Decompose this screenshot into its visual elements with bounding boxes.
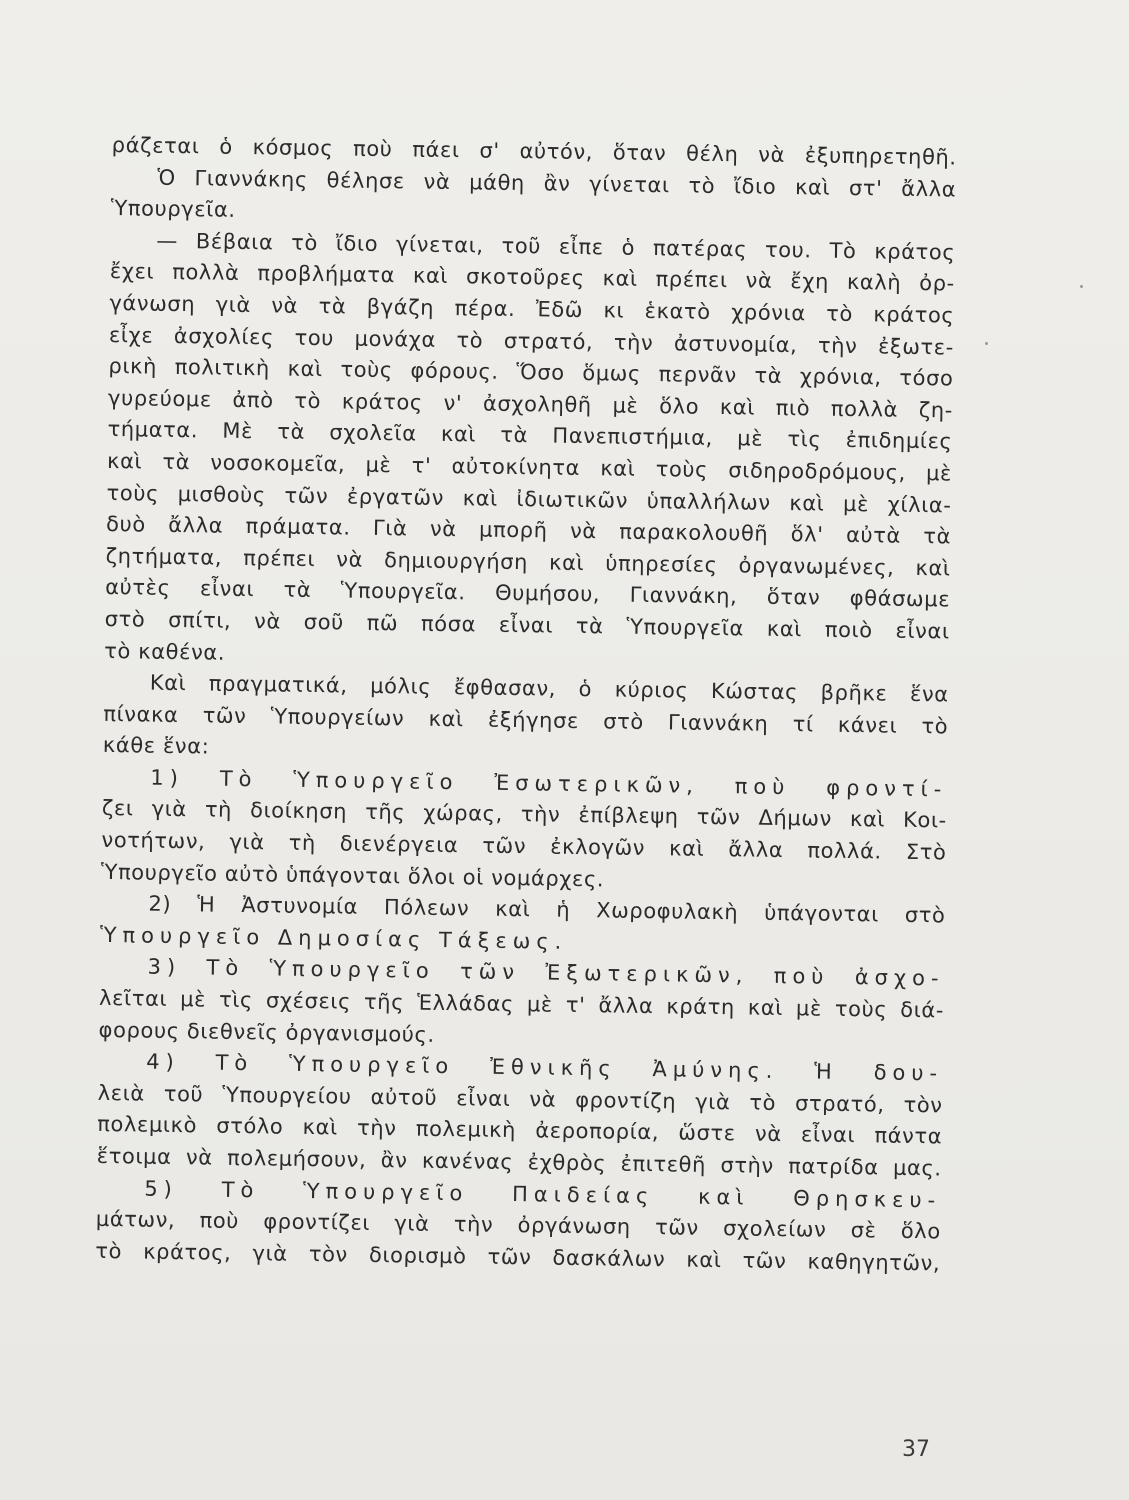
text-line: τὸ καθένα. <box>104 638 226 665</box>
text-line: λεῖται μὲ τὶς σχέσεις τῆς Ἑλλάδας μὲ τ' ἄλλα κράτη καὶ μὲ τοὺς διά- <box>98 985 945 1023</box>
text-line: μάτων, ποὺ φροντίζει γιὰ τὴν ὀργάνωση τῶν σχολείων σὲ ὅλο <box>95 1207 941 1244</box>
list-item-heading: 2) Ἡ Ἀστυνομία Πόλεων καὶ ἡ Χωροφυλακὴ ὑπάγονται στὸ <box>148 891 946 928</box>
text-line: νοτήτων, γιὰ τὴ διενέργεια τῶν ἐκλογῶν καὶ ἄλλα πολλά. Στὸ <box>101 827 947 865</box>
text-line: γάνωση γιὰ νὰ τὰ βγάζη πέρα. Ἐδῶ κι ἑκατὸ χρόνια τὸ κράτος <box>109 290 955 328</box>
text-line: λειὰ τοῦ Ὑπουργείου αὐτοῦ εἶναι νὰ φροντίζη γιὰ τὸ στρατό, τὸν <box>97 1080 943 1118</box>
text-line: ζητήματα, πρέπει νὰ δημιουργήση καὶ ὑπηρεσίες ὀργανωμένες, καὶ <box>105 543 951 581</box>
text-line: πίνακα τῶν Ὑπουργείων καὶ ἐξήγησε στὸ Γιαννάκη τί κάνει τὸ <box>103 701 949 739</box>
page-number: 37 <box>902 1437 930 1462</box>
list-item-heading: 5) Τὸ Ὑπουργεῖο Παιδείας καὶ Θρησκευ- <box>144 1176 942 1213</box>
text-line: Ὑπουργεῖο αὐτὸ ὑπάγονται ὅλοι οἱ νομάρχες. <box>100 859 605 892</box>
text-line: τοὺς μισθοὺς τῶν ἐργατῶν καὶ ἰδιωτικῶν ὑπαλλήλων καὶ μὲ χίλια- <box>106 480 952 518</box>
paper-speck <box>985 342 988 345</box>
text-line: καὶ τὰ νοσοκομεῖα, μὲ τ' αὐτοκίνητα καὶ τοὺς σιδηροδρόμους, μὲ <box>106 448 953 486</box>
text-line: φορους διεθνεῖς ὀργανισμούς. <box>98 1017 435 1047</box>
text-line: ἕτοιμα νὰ πολεμήσουν, ἂν κανένας ἐχθρὸς ἐπιτεθῆ στὴν πατρίδα μας. <box>96 1143 942 1181</box>
text-line: κάθε ἕνα: <box>102 733 210 759</box>
text-line: δυὸ ἄλλα πράματα. Γιὰ νὰ μπορῆ νὰ παρακολουθῆ ὅλ' αὐτὰ τὰ <box>105 512 952 549</box>
body-text <box>95 130 957 1280</box>
text-line: πολεμικὸ στόλο καὶ τὴν πολεμικὴ ἀεροπορία, ὥστε νὰ εἶναι πάντα <box>97 1112 943 1149</box>
text-line: ζει γιὰ τὴ διοίκηση τῆς χώρας, τὴν ἐπίβλεψη τῶν Δήμων καὶ Κοι- <box>101 796 948 833</box>
text-line: ρικὴ πολιτικὴ καὶ τοὺς φόρους. Ὅσο ὅμως περνᾶν τὰ χρόνια, τόσο <box>108 354 954 391</box>
list-item-heading: 3) Τὸ Ὑπουργεῖο τῶν Ἐξωτερικῶν, ποὺ ἀσχο- <box>147 955 945 991</box>
text-line: στὸ σπίτι, νὰ σοῦ πῶ πόσα εἶναι τὰ Ὑπουργεῖα καὶ ποιὸ εἶναι <box>104 606 950 644</box>
paper-speck <box>1080 285 1083 288</box>
list-item-heading: 1) Τὸ Ὑπουργεῖο Ἐσωτερικῶν, ποὺ φροντί- <box>150 765 948 802</box>
text-line: ἔχει πολλὰ προβλήματα καὶ σκοτοῦρες καὶ πρέπει νὰ ἔχη καλὴ ὀρ- <box>109 259 955 296</box>
text-line: τήματα. Μὲ τὰ σχολεῖα καὶ τὰ Πανεπιστήμια, μὲ τὶς ἐπιδημίες <box>107 417 953 454</box>
text-line: — Βέβαια τὸ ἴδιο γίνεται, τοῦ εἶπε ὁ πατέρας του. Τὸ κράτος <box>156 228 956 265</box>
text-line: Ὑπουργεῖο Δημοσίας Τάξεως. <box>99 922 568 954</box>
text-line: εἶχε ἀσχολίες του μονάχα τὸ στρατό, τὴν ἀστυνομία, τὴν ἐξωτε- <box>108 322 955 360</box>
text-line: γυρεύομε ἀπὸ τὸ κράτος ν' ἀσχοληθῆ μὲ ὅλο καὶ πιὸ πολλὰ ζη- <box>107 385 954 423</box>
text-line: Ὑπουργεῖα. <box>110 196 236 223</box>
list-item-heading: 4) Τὸ Ὑπουργεῖο Ἐθνικῆς Ἀμύνης. Ἡ δου- <box>146 1049 944 1086</box>
text-line: Ὁ Γιαννάκης θέλησε νὰ μάθη ἂν γίνεται τὸ ἴδιο καὶ στ' ἄλλα <box>157 165 957 202</box>
text-line: Καὶ πραγματικά, μόλις ἔφθασαν, ὁ κύριος Κώστας βρῆκε ἕνα <box>149 670 949 707</box>
text-line: αὐτὲς εἶναι τὰ Ὑπουργεῖα. Θυμήσου, Γιαννάκη, ὅταν φθάσωμε <box>105 575 951 612</box>
text-line: τὸ κράτος, γιὰ τὸν διορισμὸ τῶν δασκάλων καὶ τῶν καθηγητῶν, <box>95 1238 941 1276</box>
text-line: ράζεται ὁ κόσμος ποὺ πάει σ' αὐτόν, ὅταν θέλη νὰ ἐξυπηρετηθῆ. <box>111 132 957 170</box>
